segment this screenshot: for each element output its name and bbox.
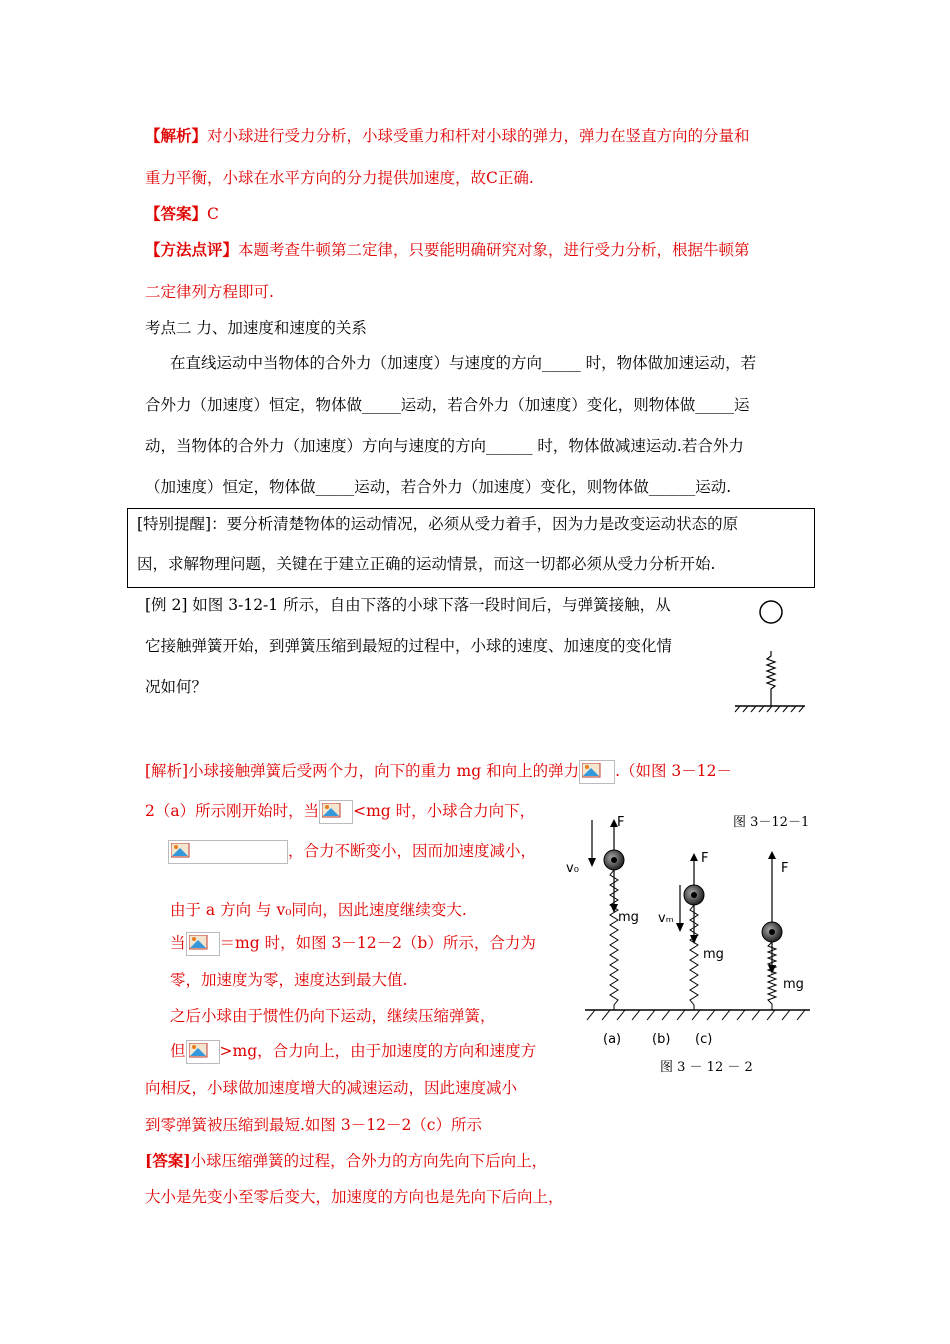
analysis2-line6: 零，加速度为零，速度达到最大值. [170,971,408,989]
formula-image [579,760,615,784]
ground-icon [735,706,805,712]
weight-label-b: mg [703,947,724,962]
analysis2-line10: 到零弹簧被压缩到最短.如图 3－12－2（c）所示 [145,1116,482,1134]
analysis2-l8b: >mg，合力向上，由于加速度的方向和速度方 [219,1042,537,1060]
analysis2-line4: 由于 a 方向 与 v₀同向，因此速度继续变大. [170,901,467,919]
answer2-tag: [答案] [145,1151,191,1170]
analysis1-line2: 重力平衡，小球在水平方向的分力提供加速度，故C正确. [145,169,534,187]
ball-icon [760,601,782,623]
label-b: (b) [652,1032,671,1047]
figure-3-12-2 [580,815,815,1040]
diagram-c [762,851,782,1010]
answer2-line2: 大小是先变小至零后变大，加速度的方向也是先向下后向上， [145,1188,564,1206]
label-a: (a) [603,1032,622,1047]
analysis2-l1a: [解析]小球接触弹簧后受两个力，向下的重力 mg 和向上的弹力 [145,762,580,780]
answer1-text: C [207,205,219,223]
answer1 [145,203,219,225]
formula-image [168,840,288,864]
weight-label-a: mg [618,910,639,925]
method-line1 [145,239,750,261]
force-label-c: F [781,861,789,876]
example-line3: 况如何？ [145,678,208,696]
tip-line2: 因，求解物理问题，关键在于建立正确的运动情景，而这一切都必须从受力分析开始. [137,555,716,573]
analysis2-line7: 之后小球由于惯性仍向下运动，继续压缩弹簧， [170,1007,496,1025]
analysis2-l3: ，合力不断变小，因而加速度减小， [288,842,537,860]
analysis2-l8a: 但 [170,1042,186,1060]
analysis2-line2 [145,800,535,824]
analysis2-line1 [145,760,732,784]
formula-image [186,932,220,956]
analysis2-line5 [170,932,536,956]
figure1-caption: 图 3－12－1 [733,815,810,830]
ground-icon [585,1010,810,1020]
method-tag: 【方法点评】 [145,240,239,259]
spring-icon [767,651,775,706]
para-line4: （加速度）恒定，物体做_____运动，若合外力（加速度）变化，则物体做______运动. [145,478,732,496]
weight-label-c: mg [783,977,804,992]
formula-image [186,1040,220,1064]
analysis2-l2a: 2（a）所示刚开始时，当 [145,802,320,820]
answer1-tag: 【答案】 [145,204,208,223]
tip-line1: [特别提醒]：要分析清楚物体的运动情况，必须从受力着手，因为力是改变运动状态的原 [137,515,739,533]
diagram-b [676,853,704,1010]
v0-label: v₀ [566,861,579,876]
method-line2: 二定律列方程即可. [145,283,274,301]
analysis1-line1 [145,125,750,147]
para-line2: 合外力（加速度）恒定，物体做_____运动，若合外力（加速度）变化，则物体做_____运 [145,396,750,414]
vm-label: vₘ [658,911,674,926]
para-line3: 动，当物体的合外力（加速度）方向与速度的方向______ 时，物体做减速运动.若合外力 [145,437,744,455]
force-label-b: F [701,851,709,866]
force-label-a: F [617,815,625,830]
answer2-text1: 小球压缩弹簧的过程，合外力的方向先向下后向上， [190,1152,548,1170]
example-line1: [例 2] 如图 3-12-1 所示，自由下落的小球下落一段时间后，与弹簧接触，从 [145,596,671,614]
analysis2-l2b: <mg 时，小球合力向下， [353,802,536,820]
analysis2-l5b: ＝mg 时，如图 3－12－2（b）所示，合力为 [219,934,536,952]
section-title: 考点二 力、加速度和速度的关系 [145,319,367,337]
analysis2-l5a: 当 [170,934,186,952]
figure-3-12-1 [730,596,810,716]
analysis2-line8 [170,1040,536,1064]
formula-image [319,800,353,824]
label-c: (c) [695,1032,713,1047]
analysis2-l1b: .（如图 3－12－ [615,762,733,780]
analysis2-line9: 向相反，小球做加速度增大的减速运动，因此速度减小 [145,1079,518,1097]
analysis1-text1: 对小球进行受力分析，小球受重力和杆对小球的弹力，弹力在竖直方向的分量和 [207,127,750,145]
answer2-line1 [145,1150,547,1172]
figure2-caption: 图 3 － 12 － 2 [660,1060,753,1075]
para-line1: 在直线运动中当物体的合外力（加速度）与速度的方向_____ 时，物体做加速运动，若 [170,354,757,372]
analysis2-line3 [168,840,536,864]
method-text1: 本题考查牛顿第二定律，只要能明确研究对象，进行受力分析，根据牛顿第 [238,241,750,259]
example-line2: 它接触弹簧开始，到弹簧压缩到最短的过程中，小球的速度、加速度的变化情 [145,637,673,655]
analysis1-tag: 【解析】 [145,126,208,145]
